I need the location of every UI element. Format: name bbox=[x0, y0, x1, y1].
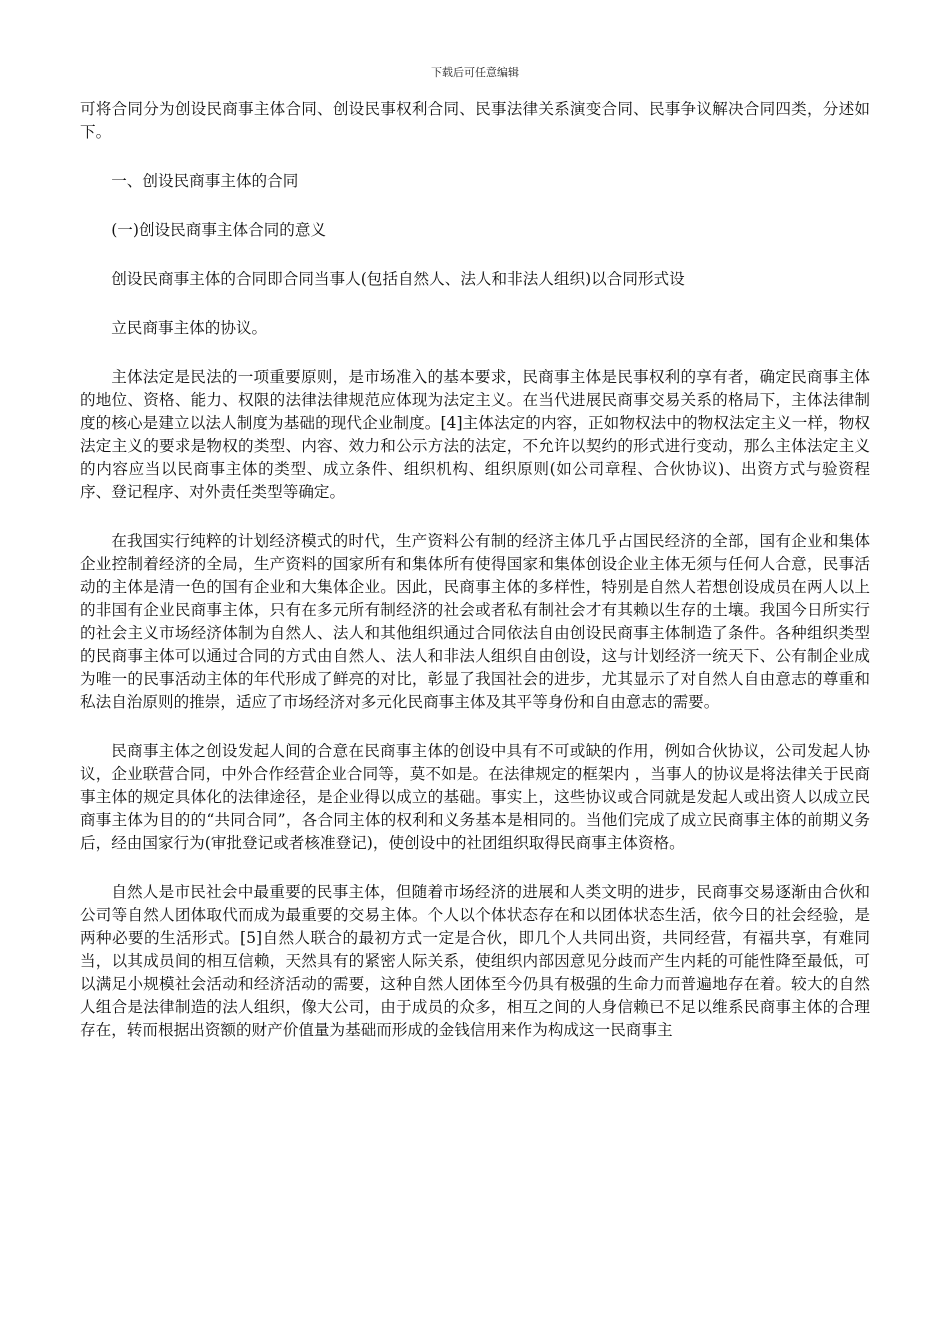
paragraph-natural-persons: 自然人是市民社会中最重要的民事主体，但随着市场经济的进展和人类文明的进步，民商事交易逐渐由合伙和公司等自然人团体取代而成为最重要的交易主体。个人以个体状态存在和以团体状态生活，依今日的社会经验，是两种必要的生活形式。[5]自然人联合的最初方式一定是合伙，即几个人共同出资，共同经营，有福共享，有难同当，以其成员间的相互信赖，天然具有的紧密人际关系，使组织内部因意见分歧而产生内耗的可能性降至最低，可以满足小规模社会活动和经济活动的需要，这种自然人团体至今仍具有极强的生命力而普遍地存在着。较大的自然人组合是法律制造的法人组织，像大公司，由于成员的众多，相互之间的人身信赖已不足以维系民商事主体的合理存在，转而根据出资额的财产价值量为基础而形成的金钱信用来作为构成这一民商事主 bbox=[80, 883, 870, 1039]
paragraph-subject-legality: 主体法定是民法的一项重要原则，是市场准入的基本要求，民商事主体是民事权利的享有者，确定民商事主体的地位、资格、能力、权限的法律法律规范应体现为法定主义。在当代进展民商事交易关系的格局下，主体法律制度的核心是建立以法人制度为基础的现代企业制度。[4]主体法定的内容，正如物权法中的物权法定主义一样，物权法定主义的要求是物权的类型、内容、效力和公示方法的法定，不允许以契约的形式进行变动，那么主体法定主义的内容应当以民商事主体的类型、成立条件、组织机构、组织原则(如公司章程、合伙协议)、出资方式与验资程序、登记程序、对外责任类型等确定。 bbox=[80, 368, 870, 501]
paragraph-founder-agreement: 民商事主体之创设发起人间的合意在民商事主体的创设中具有不可或缺的作用，例如合伙协议，公司发起人协议，企业联营合同，中外合作经营企业合同等，莫不如是。在法律规定的框架内 ，当事人的协议是将法律关于民商事主体的规定具体化的法律途径，是企业得以成立的基础。事实上，这些协议或合同就是发起人或出资人以成立民商事主体为目的的“共同合同”，各合同主体的权利和义务基本是相同的。当他们完成了成立民商事主体的前期义务后，经由国家行为(审批登记或者核准登记)，使创设中的社团组织取得民商事主体资格。 bbox=[80, 742, 870, 852]
section-heading: 一、创设民商事主体的合同 bbox=[111, 172, 299, 190]
paragraph-definition-part2: 立民商事主体的协议。 bbox=[111, 319, 268, 337]
page-header: 下载后可任意编辑 bbox=[431, 66, 519, 79]
subsection-heading: (一)创设民商事主体合同的意义 bbox=[111, 221, 327, 239]
document-body bbox=[80, 98, 870, 1068]
paragraph-planned-economy: 在我国实行纯粹的计划经济模式的时代，生产资料公有制的经济主体几乎占国民经济的全部，国有企业和集体企业控制着经济的全局，生产资料的国家所有和集体所有使得国家和集体创设企业主体无须与任何人合意，民事活动的主体是清一色的国有企业和大集体企业。因此，民商事主体的多样性，特别是自然人若想创设成员在两人以上的非国有企业民商事主体，只有在多元所有制经济的社会或者私有制社会才有其赖以生存的土壤。我国今日所实行的社会主义市场经济体制为自然人、法人和其他组织通过合同依法自由创设民商事主体制造了条件。各种组织类型的民商事主体可以通过合同的方式由自然人、法人和非法人组织自由创设，这与计划经济一统天下、公有制企业成为唯一的民事活动主体的年代形成了鲜亮的对比，彰显了我国社会的进步，尤其显示了对自然人自由意志的尊重和私法自治原则的推崇，适应了市场经济对多元化民商事主体及其平等身份和自由意志的需要。 bbox=[80, 532, 870, 711]
paragraph-intro: 可将合同分为创设民商事主体合同、创设民事权利合同、民事法律关系演变合同、民事争议解决合同四类，分述如下。 bbox=[80, 100, 870, 141]
paragraph-definition-part1: 创设民商事主体的合同即合同当事人(包括自然人、法人和非法人组织)以合同形式设 bbox=[111, 270, 685, 288]
